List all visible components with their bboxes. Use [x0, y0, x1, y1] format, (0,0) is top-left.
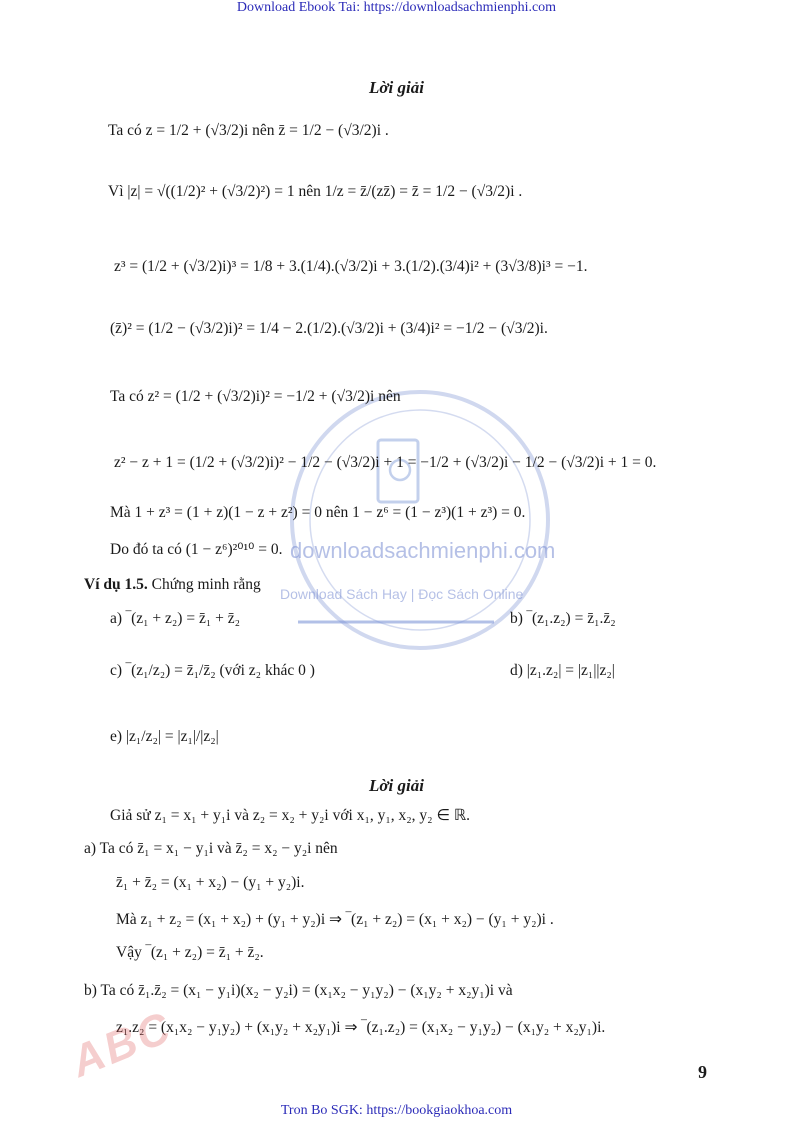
solution2-line-3: z̄₁ + z̄₂ = (x₁ + x₂) − (y₁ + y₂)i.	[116, 874, 305, 891]
example-item-c: c) ‾(z₁/z₂) = z̄₁/z̄₂ (với z₂ khác 0 )	[110, 662, 315, 679]
solution2-line-2: a) Ta có z̄₁ = x₁ − y₁i và z̄₂ = x₂ − y₂i nên	[84, 840, 338, 857]
page-number: 9	[698, 1062, 707, 1082]
solution-heading-2: Lời giải	[369, 776, 424, 795]
solution-heading-1: Lời giải	[369, 78, 424, 97]
example-item-d: d) |z₁.z₂| = |z₁||z₂|	[510, 662, 615, 679]
example-item-b: b) ‾(z₁.z₂) = z̄₁.z̄₂	[510, 610, 616, 627]
page-footer-link[interactable]: Tron Bo SGK: https://bookgiaokhoa.com	[280, 1103, 513, 1118]
example-heading	[84, 576, 261, 594]
solution1-line-8: Do đó ta có (1 − z⁶)²⁰¹⁰ = 0.	[110, 541, 283, 558]
solution2-line-4: Mà z₁ + z₂ = (x₁ + x₂) + (y₁ + y₂)i ⇒ ‾(z₁ + z₂) = (x₁ + x₂) − (y₁ + y₂)i .	[116, 911, 554, 928]
solution1-line-1: Ta có z = 1/2 + (√3/2)i nên z̄ = 1/2 − (√3/2)i .	[108, 122, 389, 139]
example-text: Chứng minh rằng	[151, 576, 261, 593]
solution2-line-1: Giả sử z₁ = x₁ + y₁i và z₂ = x₂ + y₂i với x₁, y₁, x₂, y₂ ∈ ℝ.	[110, 807, 470, 824]
solution1-line-4: (z̄)² = (1/2 − (√3/2)i)² = 1/4 − 2.(1/2).(√3/2)i + (3/4)i² = −1/2 − (√3/2)i.	[110, 320, 548, 337]
solution2-line-5: Vậy ‾(z₁ + z₂) = z̄₁ + z̄₂.	[116, 944, 264, 961]
example-item-a: a) ‾(z₁ + z₂) = z̄₁ + z̄₂	[110, 610, 241, 627]
abc-publisher-stamp: ABC	[64, 1002, 180, 1087]
example-item-e: e) |z₁/z₂| = |z₁|/|z₂|	[110, 728, 219, 745]
page-header-link[interactable]: Download Ebook Tai: https://downloadsachmienphi.com	[236, 0, 557, 15]
solution2-line-6: b) Ta có z̄₁.z̄₂ = (x₁ − y₁i)(x₂ − y₂i) = (x₁x₂ − y₁y₂) − (x₁y₂ + x₂y₁)i và	[84, 982, 513, 999]
solution2-line-7: z₁.z₂ = (x₁x₂ − y₁y₂) + (x₁y₂ + x₂y₁)i ⇒ ‾(z₁.z₂) = (x₁x₂ − y₁y₂) − (x₁y₂ + x₂y₁)i.	[116, 1019, 606, 1036]
watermark-tagline: Download Sách Hay | Đọc Sách Online	[280, 586, 524, 602]
watermark-site-text: downloadsachmienphi.com	[290, 538, 556, 563]
solution1-line-6: z² − z + 1 = (1/2 + (√3/2)i)² − 1/2 − (√3/2)i + 1 = −1/2 + (√3/2)i − 1/2 − (√3/2)i + 1 = 0.	[114, 454, 657, 471]
example-label: Ví dụ 1.5.	[84, 576, 148, 593]
solution1-line-7: Mà 1 + z³ = (1 + z)(1 − z + z²) = 0 nên 1 − z⁶ = (1 − z³)(1 + z³) = 0.	[110, 504, 526, 521]
solution1-line-3: z³ = (1/2 + (√3/2)i)³ = 1/8 + 3.(1/4).(√3/2)i + 3.(1/2).(3/4)i² + (3√3/8)i³ = −1.	[114, 258, 588, 275]
solution1-line-5: Ta có z² = (1/2 + (√3/2)i)² = −1/2 + (√3/2)i nên	[110, 388, 401, 405]
solution1-line-2: Vì |z| = √((1/2)² + (√3/2)²) = 1 nên 1/z = z̄/(zz̄) = z̄ = 1/2 − (√3/2)i .	[108, 183, 523, 200]
